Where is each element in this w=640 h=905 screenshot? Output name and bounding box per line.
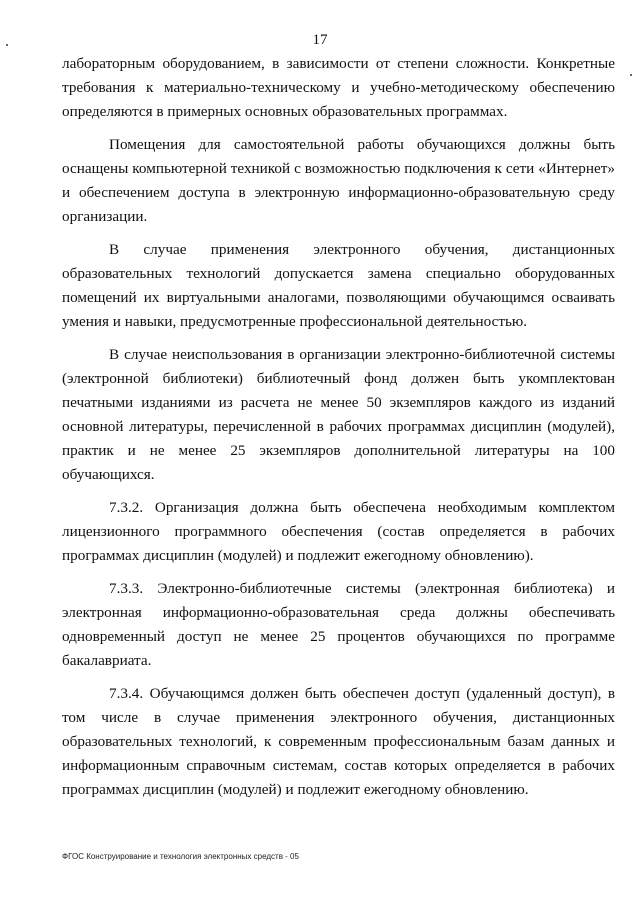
paragraph-self-study-rooms: Помещения для самостоятельной работы обучающихся должны быть оснащены компьютерной техникой с возможностью подключения к сети «Интернет» и обеспечением доступа в электронную информационно-образовательную среду организации. xyxy=(62,136,615,225)
paragraph-7-3-4: 7.3.4. Обучающимся должен быть обеспечен доступ (удаленный доступ), в том числе в случае применения электронного обучения, дистанционных образовательных технологий, к современным профессиональным базам данных и информационным справочным системам, состав которых определяется в рабочих программах дисциплин (модулей) и подлежит ежегодному обновлению. xyxy=(62,685,615,798)
paragraph-library-fund: В случае неиспользования в организации электронно-библиотечной системы (электронной библиотеки) библиотечный фонд должен быть укомплектован печатными изданиями из расчета не менее 50 экземпляров каждого из изданий основной литературы, перечисленной в рабочих программах дисциплин (модулей), практик и не менее 25 экземпляров дополнительной литературы на 100 обучающихся. xyxy=(62,346,615,483)
scan-speck xyxy=(630,74,632,76)
paragraph-7-3-2: 7.3.2. Организация должна быть обеспечена необходимым комплектом лицензионного программного обеспечения (состав определяется в рабочих программах дисциплин (модулей) и подлежит ежегодному обновлению). xyxy=(62,499,615,564)
paragraph-e-learning: В случае применения электронного обучения, дистанционных образовательных технологий допускается замена специально оборудованных помещений их виртуальными аналогами, позволяющими обучающимся осваивать умения и навыки, предусмотренные профессиональной деятельностью. xyxy=(62,241,615,330)
paragraph-7-3-3: 7.3.3. Электронно-библиотечные системы (электронная библиотека) и электронная информационно-образовательная среда должны обеспечивать одновременный доступ не менее 25 процентов обучающихся по программе бакалавриата. xyxy=(62,580,615,669)
page-number: 17 xyxy=(312,32,328,48)
document-footer: ФГОС Конструирование и технология электронных средств - 05 xyxy=(62,852,299,861)
document-body xyxy=(62,52,615,811)
paragraph-lab-equipment-continuation: лабораторным оборудованием, в зависимости от степени сложности. Конкретные требования к материально-техническому и учебно-методическому обеспечению определяются в примерных основных образовательных программах. xyxy=(62,55,615,120)
